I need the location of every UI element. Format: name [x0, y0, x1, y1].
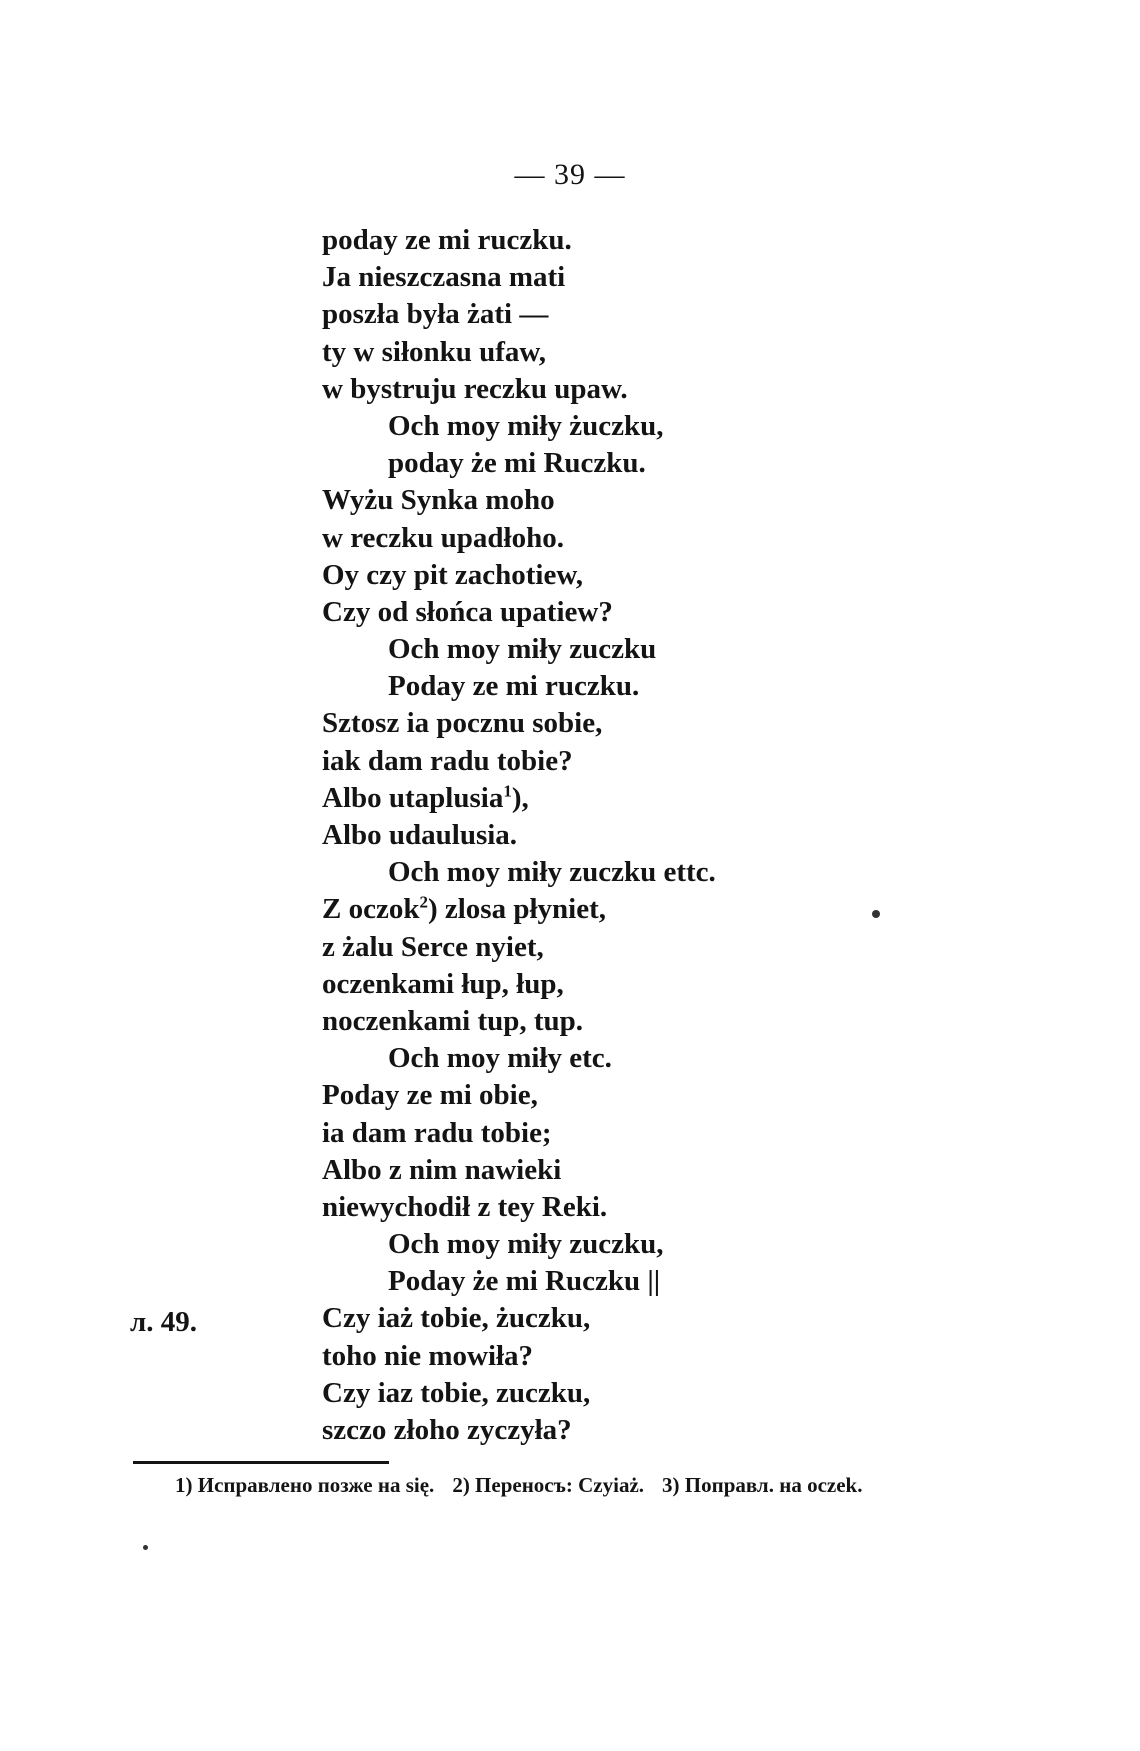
poem-line: Och moy miły zuczku [388, 633, 657, 666]
poem-line: Czy od słońca upatiew? [322, 595, 613, 628]
poem-line: Och moy miły zuczku ettc. [388, 856, 716, 889]
poem-text [322, 222, 942, 1449]
poem-line: Poday że mi Ruczku || [388, 1265, 661, 1298]
poem-line: ty w siłonku ufaw, [322, 335, 547, 368]
poem-line: Poday ze mi obie, [322, 1079, 538, 1112]
poem-line: z żalu Serce nyiet, [322, 930, 544, 963]
poem-line: iak dam radu tobie? [322, 744, 573, 777]
footnote-item: 1) Исправлено позже на się. [175, 1473, 435, 1497]
poem-line: Och moy miły etc. [388, 1042, 612, 1075]
ink-speck [143, 1545, 148, 1550]
poem-line: poday że mi Ruczku. [388, 447, 646, 480]
footnote-rule [133, 1461, 389, 1464]
poem-line: niewychodił z tey Reki. [322, 1190, 608, 1223]
poem-line: Albo utaplusia$^1$), [322, 781, 529, 814]
poem-line: toho nie mowiła? [322, 1339, 534, 1372]
poem-line: oczenkami łup, łup, [322, 967, 564, 1000]
page-number: — 39 — [514, 158, 626, 191]
poem-line: Och moy miły zuczku, [388, 1228, 664, 1261]
poem-line: Czy iaż tobie, żuczku, [322, 1302, 591, 1335]
footnote-item: 2) Переносъ: Czyiaż. [452, 1473, 645, 1497]
poem-line: noczenkami tup, tup. [322, 1004, 584, 1037]
poem-line: szczo złoho zyczyła? [322, 1414, 572, 1446]
poem-line: Wyżu Synka moho [322, 484, 555, 517]
footnote-marker: 1 [503, 781, 512, 801]
poem-line: Poday ze mi ruczku. [388, 670, 640, 703]
margin-note: л. 49. [130, 1306, 198, 1338]
poem-line: Och moy miły żuczku, [388, 409, 664, 442]
poem-line: Czy iaz tobie, zuczku, [322, 1376, 591, 1409]
poem-line: Albo udaulusia. [322, 819, 518, 851]
poem-line: Sztosz ia pocznu sobie, [322, 707, 603, 740]
footnote-marker: 2 [419, 892, 428, 912]
poem-line: w bystruju reczku upaw. [322, 372, 628, 405]
poem-line: poday ze mi ruczku. [322, 224, 572, 256]
poem-line: w reczku upadłoho. [322, 521, 564, 554]
footnote-item: 3) Поправл. на oczek. [662, 1473, 863, 1497]
poem-line: Ja nieszczasna mati [322, 261, 566, 294]
poem-line: Albo z nim nawieki [322, 1153, 562, 1186]
footnotes [175, 1470, 880, 1500]
poem-line: Z oczok$^2$) zlosa płyniet, [322, 892, 606, 926]
poem-line: ia dam radu tobie; [322, 1116, 552, 1149]
ink-speck [872, 910, 880, 918]
poem-line: Oy czy pit zachotiew, [322, 558, 583, 591]
poem-line: poszła była żati — [322, 298, 549, 331]
